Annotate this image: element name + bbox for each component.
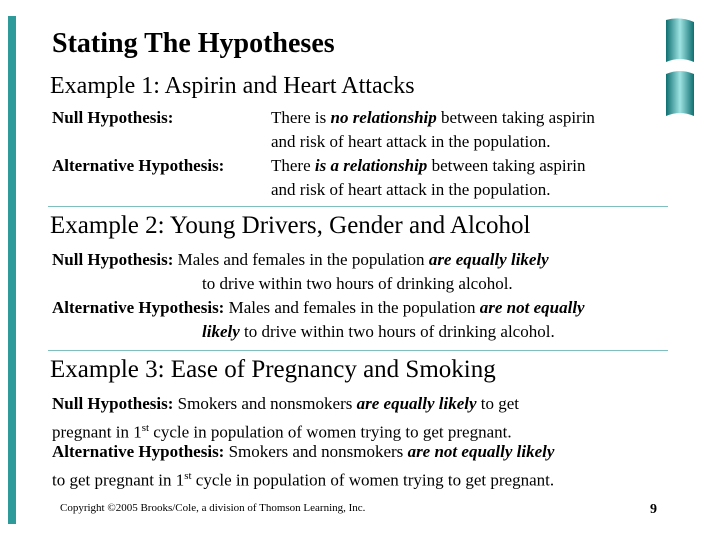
example1-alt-line1: There is a relationship between taking aspirin xyxy=(271,156,586,175)
example3-alt-line1: Alternative Hypothesis: Smokers and nonsmokers are not equally likely xyxy=(52,442,555,461)
slide-title: Stating The Hypotheses xyxy=(52,28,335,59)
publisher-logo-icon xyxy=(660,16,700,124)
example2-heading: Example 2: Young Drivers, Gender and Alcohol xyxy=(50,212,531,239)
example1-null-line2: and risk of heart attack in the population. xyxy=(271,132,551,151)
divider xyxy=(48,206,668,207)
example2-null-line1: Null Hypothesis: Males and females in the population are equally likely xyxy=(52,250,549,269)
example1-heading: Example 1: Aspirin and Heart Attacks xyxy=(50,73,415,99)
example1-null-line1: There is no relationship between taking aspirin xyxy=(271,108,595,127)
example2-alt-line1: Alternative Hypothesis: Males and females in the population are not equally xyxy=(52,298,585,317)
page-number: 9 xyxy=(650,502,657,517)
example1-alt-line2: and risk of heart attack in the population. xyxy=(271,180,551,199)
example2-alt-line2: likely to drive within two hours of drinking alcohol. xyxy=(202,322,555,341)
copyright-text: Copyright ©2005 Brooks/Cole, a division of Thomson Learning, Inc. xyxy=(60,502,366,514)
example1-alt-label: Alternative Hypothesis: xyxy=(52,156,225,175)
example3-null-line1: Null Hypothesis: Smokers and nonsmokers are equally likely to get xyxy=(52,394,520,413)
example2-null-line2: to drive within two hours of drinking alcohol. xyxy=(202,274,513,293)
divider xyxy=(48,350,668,351)
left-accent-bar xyxy=(8,16,16,524)
example3-null-line2: pregnant in 1st cycle in population of women trying to get pregnant. xyxy=(52,422,512,442)
example3-alt-line2: to get pregnant in 1st cycle in population of women trying to get pregnant. xyxy=(52,470,555,490)
example3-heading: Example 3: Ease of Pregnancy and Smoking xyxy=(50,356,496,383)
example1-null-label: Null Hypothesis: xyxy=(52,108,174,127)
